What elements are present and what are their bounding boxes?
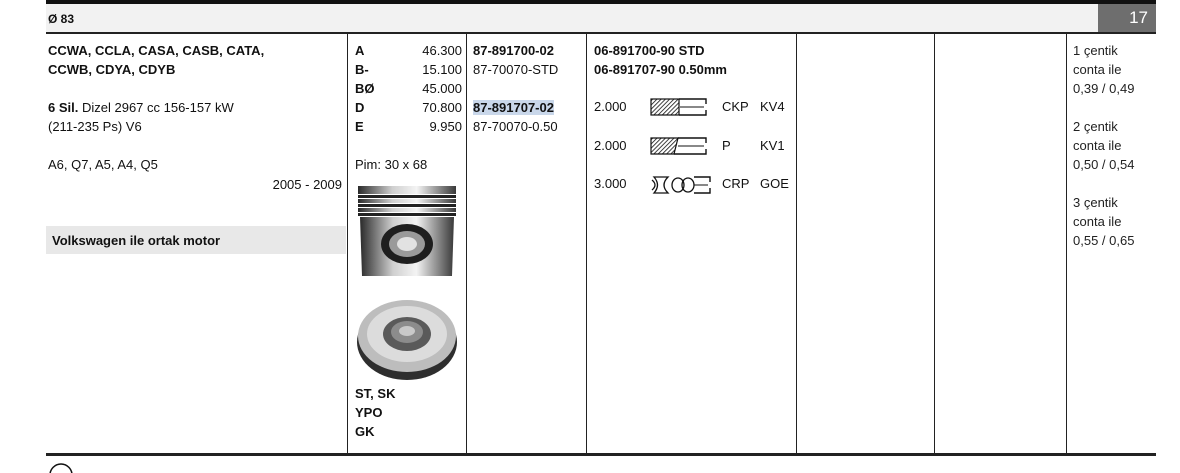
dimension-row [355, 60, 462, 79]
circle-symbol-icon [48, 462, 74, 473]
gasket-note-line: conta ile [1073, 62, 1122, 77]
part-number: 87-70070-0.50 [473, 119, 558, 134]
piston-top-view-image [352, 290, 462, 382]
compression-ring-icon [650, 136, 710, 156]
column-divider [466, 34, 467, 453]
gasket-note-line: 3 çentik [1073, 195, 1118, 210]
ring-code: KV1 [760, 138, 785, 153]
part-numbers [473, 41, 558, 136]
shared-engine-note [46, 226, 346, 254]
gasket-note-line: 0,50 / 0,54 [1073, 157, 1135, 172]
ring-type: P [722, 138, 731, 153]
column-divider [934, 34, 935, 453]
ring-sets [594, 41, 727, 79]
section-header [46, 4, 1156, 32]
ring-set-oversize: 06-891707-90 0.50mm [594, 62, 727, 77]
gasket-note-line: 1 çentik [1073, 43, 1118, 58]
gasket-note [1073, 117, 1134, 174]
piston-side-view-image [352, 184, 462, 284]
engine-displacement-power: Dizel 2967 cc 156-157 kW [78, 100, 234, 115]
ring-set-std: 06-891700-90 STD [594, 43, 705, 58]
column-divider [796, 34, 797, 453]
cylinder-count: 6 Sil. [48, 100, 79, 115]
gasket-note [1073, 41, 1134, 98]
dimension-value: 70.800 [422, 100, 462, 115]
keystone-ring-icon [650, 97, 710, 117]
piston-codes [355, 384, 395, 441]
engine-info [48, 41, 344, 79]
row-top-rule [46, 32, 1156, 34]
column-divider [347, 34, 348, 453]
gasket-note-line: 2 çentik [1073, 119, 1118, 134]
oil-control-ring-icon [650, 174, 714, 196]
gasket-note-line: conta ile [1073, 214, 1122, 229]
dimension-row [355, 79, 462, 98]
dimension-row [355, 98, 462, 117]
piston-code: YPO [355, 405, 383, 420]
piston-code: ST, SK [355, 386, 396, 401]
dimension-key: B- [355, 62, 369, 77]
shared-engine-note-text: Volkswagen ile ortak motor [52, 233, 221, 248]
gasket-note-line: 0,39 / 0,49 [1073, 81, 1135, 96]
engine-codes-line2: CCWB, CDYA, CDYB [48, 62, 176, 77]
page-number: 17 [1098, 4, 1156, 32]
dimension-key: A [355, 43, 365, 58]
ring-code: GOE [760, 176, 789, 191]
column-divider [1066, 34, 1067, 453]
part-number: 87-70070-STD [473, 62, 559, 77]
dimension-row [355, 41, 462, 60]
dimension-key: D [355, 100, 365, 115]
dimension-key: E [355, 119, 364, 134]
engine-spec [48, 98, 344, 136]
part-number: 87-891700-02 [473, 43, 554, 58]
vehicle-models: A6, Q7, A5, A4, Q5 [48, 157, 158, 172]
dimension-value: 46.300 [422, 43, 462, 58]
bore-diameter-title: Ø 83 [48, 12, 75, 26]
ring-thickness: 2.000 [594, 138, 627, 153]
dimension-row [355, 117, 462, 136]
column-divider [586, 34, 587, 453]
part-number-highlighted[interactable]: 87-891707-02 [473, 100, 554, 115]
ring-row [594, 174, 794, 194]
dimension-value: 15.100 [422, 62, 462, 77]
engine-spec-line2: (211-235 Ps) V6 [48, 119, 142, 134]
production-years: 2005 - 2009 [272, 177, 342, 192]
row-bottom-rule [46, 453, 1156, 456]
dimension-key: BØ [355, 81, 375, 96]
ring-type: CKP [722, 99, 749, 114]
piston-pin-size: Pim: 30 x 68 [355, 157, 428, 172]
dimension-value: 9.950 [429, 119, 462, 134]
ring-type: CRP [722, 176, 750, 191]
part-number [473, 79, 558, 98]
engine-codes-line1: CCWA, CCLA, CASA, CASB, CATA, [48, 43, 265, 58]
gasket-note-line: conta ile [1073, 138, 1122, 153]
ring-code: KV4 [760, 99, 785, 114]
piston-code: GK [355, 424, 375, 439]
ring-row [594, 136, 794, 156]
dimension-value: 45.000 [422, 81, 462, 96]
ring-row [594, 97, 794, 117]
gasket-note-line: 0,55 / 0,65 [1073, 233, 1135, 248]
ring-thickness: 2.000 [594, 99, 627, 114]
gasket-note [1073, 193, 1134, 250]
ring-thickness: 3.000 [594, 176, 627, 191]
